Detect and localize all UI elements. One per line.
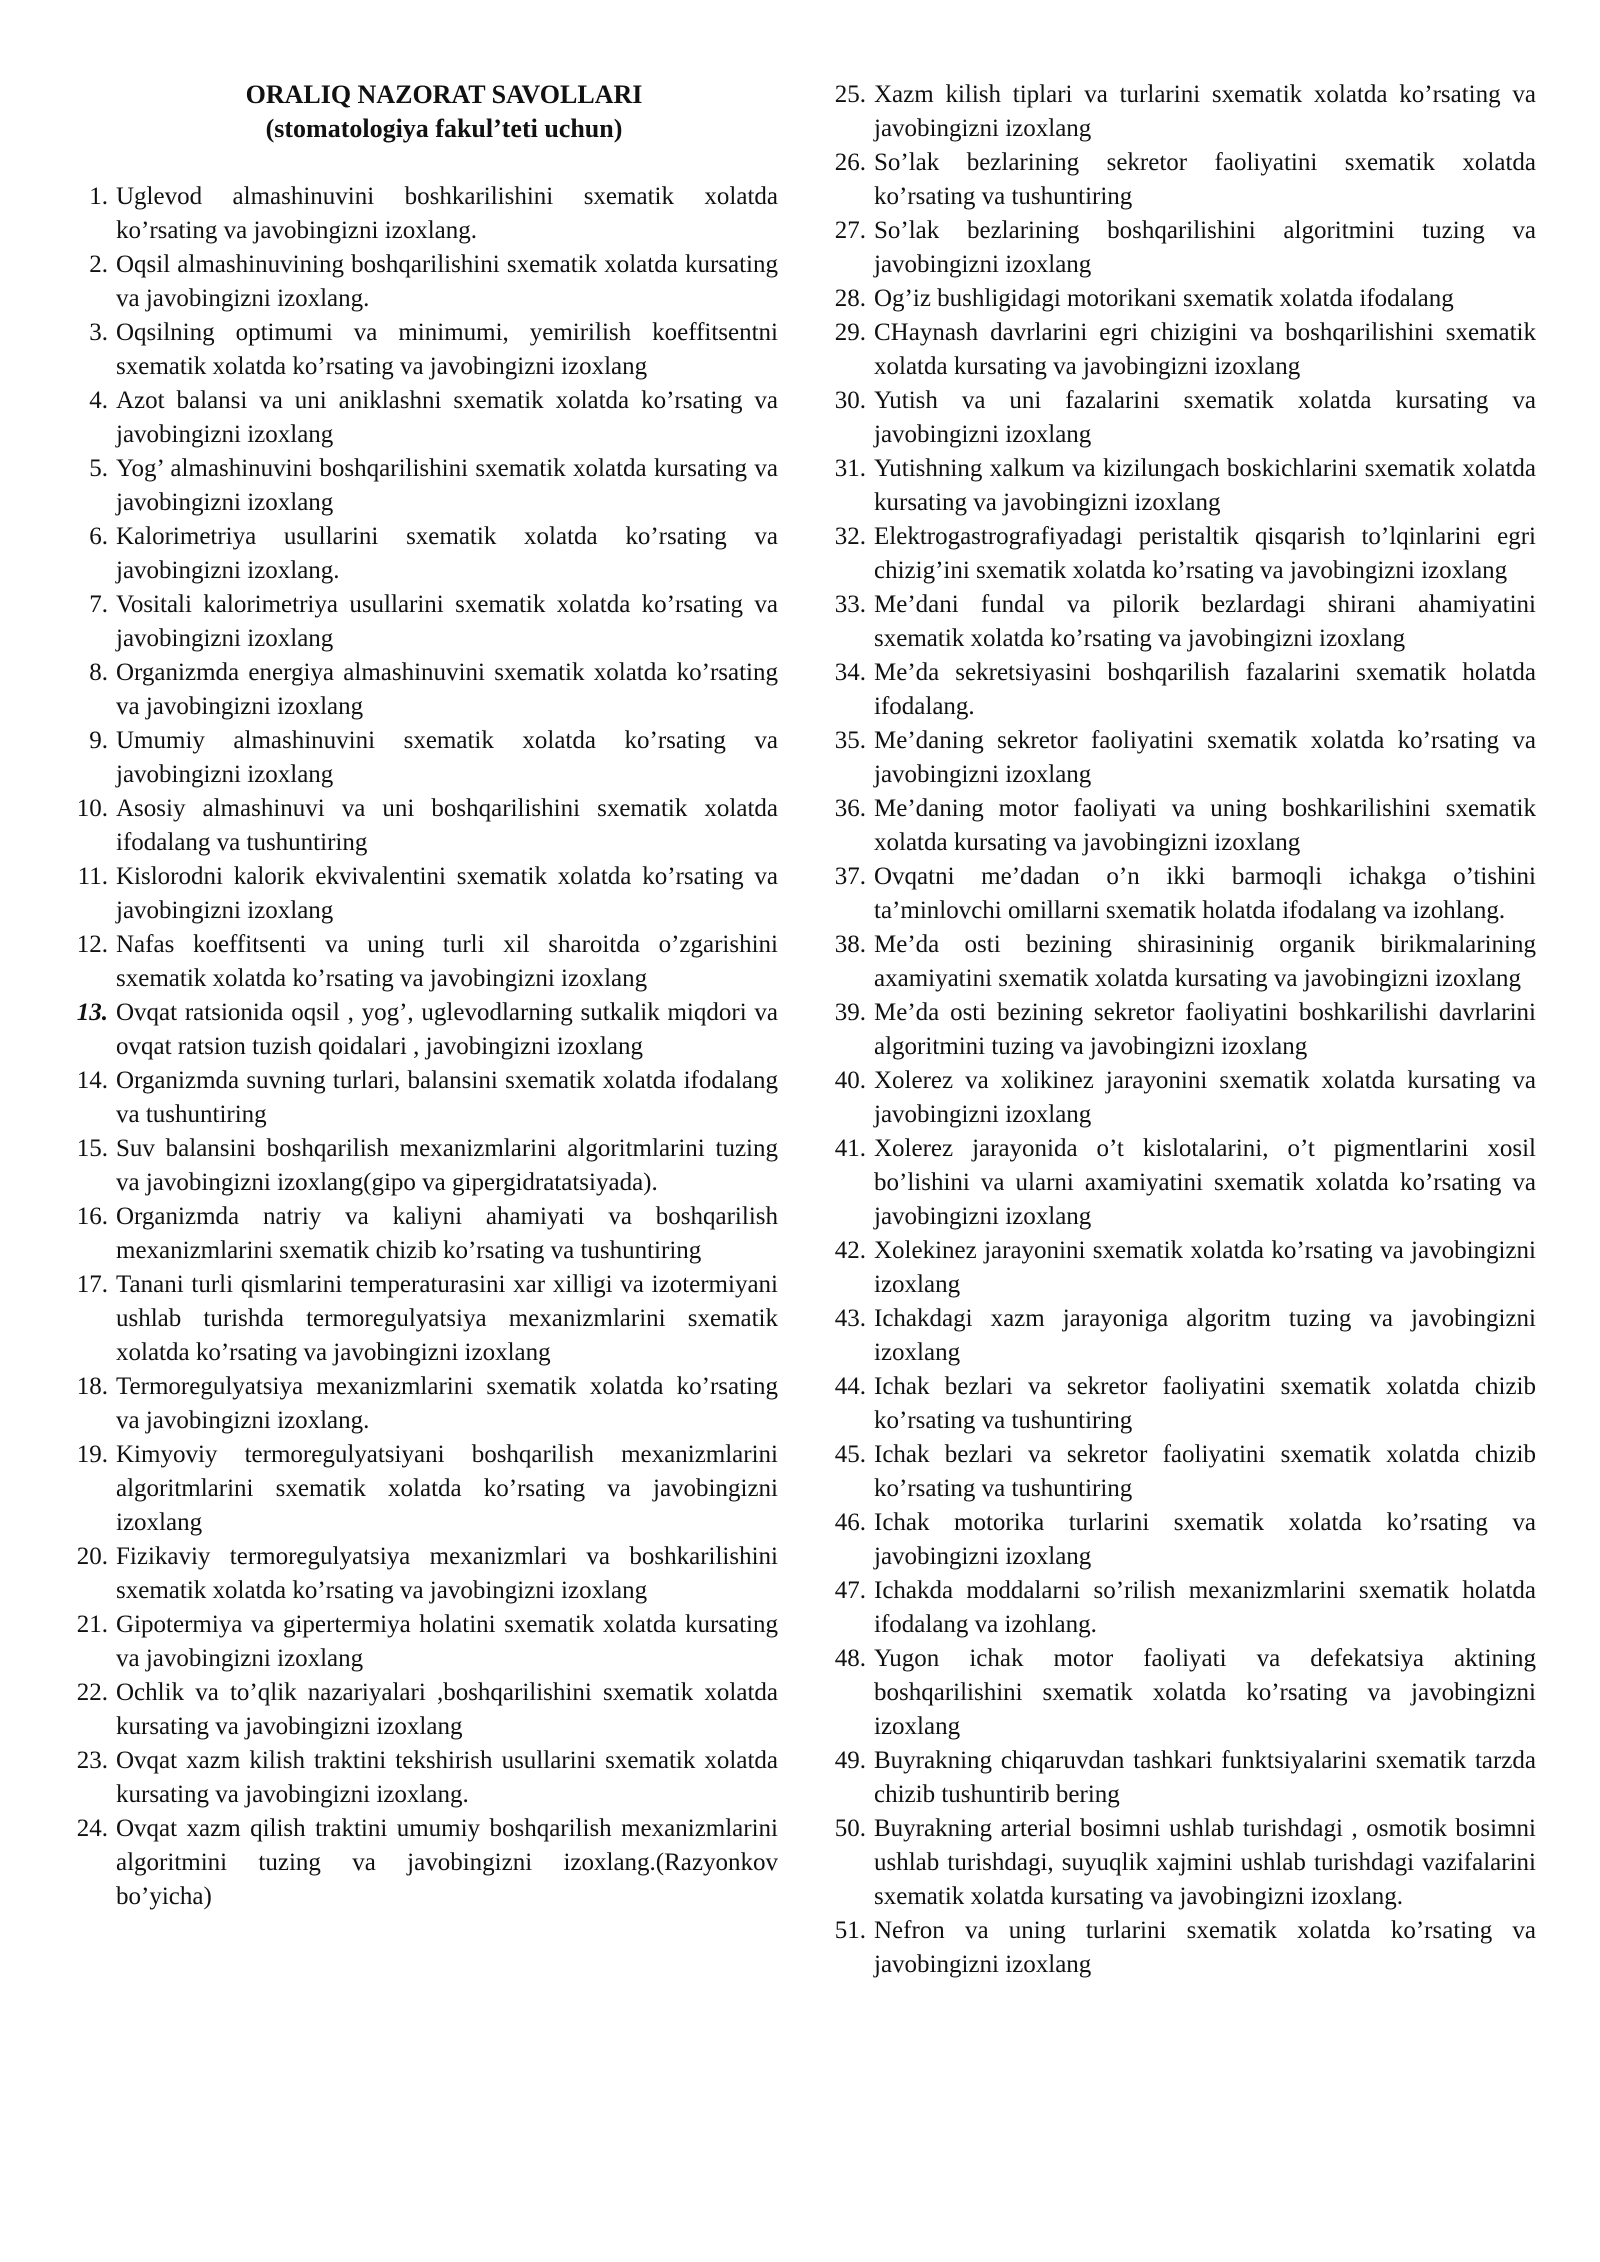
item-text: Buyrakning arterial bosimni ushlab turishdagi , osmotik bosimni ushlab turishdagi, suyuqlik xajmini ushlab turishdagi vazifalarini sxematik xolatda kursating va javobingizni izoxlang.: [874, 1815, 1536, 1910]
item-text: Ichak bezlari va sekretor faoliyatini sxematik xolatda chizib ko’rsating va tushuntiring: [874, 1441, 1536, 1502]
item-text: Og’iz bushligidagi motorikani sxematik xolatda ifodalang: [874, 285, 1454, 312]
question-list-left: [62, 180, 778, 1914]
item-number: 13.: [76, 999, 108, 1026]
item-number: 50.: [834, 1815, 866, 1842]
item-text: Ovqatni me’dadan o’n ikki barmoqli ichakga o’tishini ta’minlovchi omillarni sxematik holatda ifodalang va izohlang.: [874, 863, 1536, 924]
list-item: [820, 1438, 1536, 1506]
list-item: [62, 724, 778, 792]
list-item: [820, 1064, 1536, 1132]
item-text: So’lak bezlarining boshqarilishini algoritmini tuzing va javobingizni izoxlang: [874, 217, 1536, 278]
page-subtitle: (stomatologiya fakul’teti uchun): [265, 114, 623, 143]
page-title: ORALIQ NAZORAT SAVOLLARI: [245, 80, 643, 109]
list-item: [62, 656, 778, 724]
item-number: 34.: [834, 659, 866, 686]
list-item: [820, 656, 1536, 724]
list-item: [62, 928, 778, 996]
list-item: [62, 996, 778, 1064]
item-text: Nafas koeffitsenti va uning turli xil sharoitda o’zgarishini sxematik xolatda ko’rsating va javobingizni izoxlang: [116, 931, 778, 992]
item-text: Termoregulyatsiya mexanizmlarini sxematik xolatda ko’rsating va javobingizni izoxlang.: [116, 1373, 778, 1434]
item-number: 21.: [76, 1611, 108, 1638]
list-item: [820, 1812, 1536, 1914]
item-number: 11.: [77, 863, 108, 890]
item-text: Ovqat xazm qilish traktini umumiy boshqarilish mexanizmlarini algoritmini tuzing va javobingizni izoxlang.(Razyonkov bo’yicha): [116, 1815, 778, 1910]
list-item: [62, 520, 778, 588]
list-item: [820, 1574, 1536, 1642]
item-text: Buyrakning chiqaruvdan tashkari funktsiyalarini sxematik tarzda chizib tushuntirib bering: [874, 1747, 1536, 1808]
list-item: [62, 1200, 778, 1268]
list-item: [62, 452, 778, 520]
item-number: 42.: [834, 1237, 866, 1264]
list-item: [62, 1744, 778, 1812]
list-item: [820, 1370, 1536, 1438]
item-number: 40.: [834, 1067, 866, 1094]
list-item: [820, 792, 1536, 860]
item-text: Kislorodni kalorik ekvivalentini sxematik xolatda ko’rsating va javobingizni izoxlang: [116, 863, 778, 924]
item-number: 39.: [834, 999, 866, 1026]
item-number: 28.: [834, 285, 866, 312]
list-item: [820, 1642, 1536, 1744]
item-number: 33.: [834, 591, 866, 618]
item-number: 15.: [76, 1135, 108, 1162]
list-item: [62, 384, 778, 452]
item-number: 14.: [76, 1067, 108, 1094]
list-item: [820, 214, 1536, 282]
item-number: 43.: [834, 1305, 866, 1332]
item-text: Azot balansi va uni aniklashni sxematik xolatda ko’rsating va javobingizni izoxlang: [116, 387, 778, 448]
item-number: 8.: [89, 659, 108, 686]
list-item: [820, 1744, 1536, 1812]
list-item: [62, 1608, 778, 1676]
item-text: Xolekinez jarayonini sxematik xolatda ko’rsating va javobingizni izoxlang: [874, 1237, 1536, 1298]
item-text: Me’dani fundal va pilorik bezlardagi shirani ahamiyatini sxematik xolatda ko’rsating va javobingizni izoxlang: [874, 591, 1536, 652]
item-text: Uglevod almashinuvini boshkarilishini sxematik xolatda ko’rsating va javobingizni izoxlang.: [116, 183, 778, 244]
item-text: Organizmda natriy va kaliyni ahamiyati va boshqarilish mexanizmlarini sxematik chizib ko’rsating va tushuntiring: [116, 1203, 778, 1264]
item-text: Kalorimetriya usullarini sxematik xolatda ko’rsating va javobingizni izoxlang.: [116, 523, 778, 584]
list-item: [820, 520, 1536, 588]
list-item: [62, 248, 778, 316]
item-number: 44.: [834, 1373, 866, 1400]
item-text: Ovqat xazm kilish traktini tekshirish usullarini sxematik xolatda kursating va javobingizni izoxlang.: [116, 1747, 778, 1808]
item-text: Tanani turli qismlarini temperaturasini xar xilligi va izotermiyani ushlab turishda termoregulyatsiya mexanizmlarini sxematik xolatda ko’rsating va javobingizni izoxlang: [116, 1271, 778, 1366]
item-text: Yutish va uni fazalarini sxematik xolatda kursating va javobingizni izoxlang: [874, 387, 1536, 448]
right-column: [820, 78, 1536, 1982]
item-number: 4.: [89, 387, 108, 414]
item-number: 47.: [834, 1577, 866, 1604]
item-number: 32.: [834, 523, 866, 550]
item-number: 12.: [76, 931, 108, 958]
list-item: [62, 1064, 778, 1132]
item-text: Yog’ almashinuvini boshqarilishini sxematik xolatda kursating va javobingizni izoxlang: [116, 455, 778, 516]
left-column: [62, 78, 778, 1914]
item-text: Ovqat ratsionida oqsil , yog’, uglevodlarning sutkalik miqdori va ovqat ratsion tuzish qoidalari , javobingizni izoxlang: [116, 999, 778, 1060]
item-number: 5.: [89, 455, 108, 482]
item-number: 10.: [76, 795, 108, 822]
item-number: 2.: [89, 251, 108, 278]
item-text: Organizmda suvning turlari, balansini sxematik xolatda ifodalang va tushuntiring: [116, 1067, 778, 1128]
list-item: [820, 316, 1536, 384]
list-item: [62, 1370, 778, 1438]
item-number: 48.: [834, 1645, 866, 1672]
item-number: 36.: [834, 795, 866, 822]
item-text: Suv balansini boshqarilish mexanizmlarini algoritmlarini tuzing va javobingizni izoxlang(gipo va gipergidratatsiyada).: [116, 1135, 778, 1196]
list-item: [62, 588, 778, 656]
item-text: Me’da sekretsiyasini boshqarilish fazalarini sxematik holatda ifodalang.: [874, 659, 1536, 720]
item-number: 38.: [834, 931, 866, 958]
item-text: Ichakda moddalarni so’rilish mexanizmlarini sxematik holatda ifodalang va izohlang.: [874, 1577, 1536, 1638]
list-item: [820, 928, 1536, 996]
item-text: Me’daning sekretor faoliyatini sxematik xolatda ko’rsating va javobingizni izoxlang: [874, 727, 1536, 788]
item-number: 1.: [89, 183, 108, 210]
item-number: 45.: [834, 1441, 866, 1468]
item-text: Yutishning xalkum va kizilungach boskichlarini sxematik xolatda kursating va javobingizni izoxlang: [874, 455, 1536, 516]
item-number: 35.: [834, 727, 866, 754]
item-number: 25.: [834, 81, 866, 108]
item-text: Ichak bezlari va sekretor faoliyatini sxematik xolatda chizib ko’rsating va tushuntiring: [874, 1373, 1536, 1434]
list-item: [62, 1676, 778, 1744]
list-item: [820, 282, 1536, 316]
list-item: [820, 588, 1536, 656]
item-text: CHaynash davrlarini egri chizigini va boshqarilishini sxematik xolatda kursating va javobingizni izoxlang: [874, 319, 1536, 380]
item-number: 16.: [76, 1203, 108, 1230]
item-text: Gipotermiya va gipertermiya holatini sxematik xolatda kursating va javobingizni izoxlang: [116, 1611, 778, 1672]
item-number: 7.: [89, 591, 108, 618]
list-item: [62, 792, 778, 860]
item-number: 17.: [76, 1271, 108, 1298]
item-number: 41.: [834, 1135, 866, 1162]
item-text: Asosiy almashinuvi va uni boshqarilishini sxematik xolatda ifodalang va tushuntiring: [116, 795, 778, 856]
item-number: 6.: [89, 523, 108, 550]
item-number: 30.: [834, 387, 866, 414]
item-number: 46.: [834, 1509, 866, 1536]
item-number: 20.: [76, 1543, 108, 1570]
list-item: [820, 1302, 1536, 1370]
item-number: 27.: [834, 217, 866, 244]
list-item: [62, 1268, 778, 1370]
item-text: Kimyoviy termoregulyatsiyani boshqarilish mexanizmlarini algoritmlarini sxematik xolatda ko’rsating va javobingizni izoxlang: [116, 1441, 778, 1536]
item-text: Nefron va uning turlarini sxematik xolatda ko’rsating va javobingizni izoxlang: [874, 1917, 1536, 1978]
item-number: 18.: [76, 1373, 108, 1400]
item-text: So’lak bezlarining sekretor faoliyatini sxematik xolatda ko’rsating va tushuntiring: [874, 149, 1536, 210]
item-number: 3.: [89, 319, 108, 346]
item-number: 26.: [834, 149, 866, 176]
item-text: Vositali kalorimetriya usullarini sxematik xolatda ko’rsating va javobingizni izoxlang: [116, 591, 778, 652]
item-number: 31.: [834, 455, 866, 482]
list-item: [62, 1812, 778, 1914]
item-text: Xolerez va xolikinez jarayonini sxematik xolatda kursating va javobingizni izoxlang: [874, 1067, 1536, 1128]
list-item: [820, 384, 1536, 452]
list-item: [62, 1540, 778, 1608]
list-item: [820, 860, 1536, 928]
item-number: 19.: [76, 1441, 108, 1468]
item-text: Oqsil almashinuvining boshqarilishini sxematik xolatda kursating va javobingizni izoxlang.: [116, 251, 778, 312]
list-item: [62, 1438, 778, 1540]
item-text: Ochlik va to’qlik nazariyalari ,boshqarilishini sxematik xolatda kursating va javobingizni izoxlang: [116, 1679, 778, 1740]
item-text: Oqsilning optimumi va minimumi, yemirilish koeffitsentni sxematik xolatda ko’rsating va javobingizni izoxlang: [116, 319, 778, 380]
item-number: 51.: [834, 1917, 866, 1944]
list-item: [820, 1132, 1536, 1234]
item-number: 49.: [834, 1747, 866, 1774]
list-item: [62, 316, 778, 384]
list-item: [820, 724, 1536, 792]
item-number: 22.: [76, 1679, 108, 1706]
list-item: [820, 1234, 1536, 1302]
item-text: Ichakdagi xazm jarayoniga algoritm tuzing va javobingizni izoxlang: [874, 1305, 1536, 1366]
list-item: [820, 1914, 1536, 1982]
list-item: [820, 146, 1536, 214]
list-item: [820, 1506, 1536, 1574]
item-text: Me’daning motor faoliyati va uning boshkarilishini sxematik xolatda kursating va javobingizni izoxlang: [874, 795, 1536, 856]
item-text: Fizikaviy termoregulyatsiya mexanizmlari va boshkarilishini sxematik xolatda ko’rsating va javobingizni izoxlang: [116, 1543, 778, 1604]
item-number: 29.: [834, 319, 866, 346]
list-item: [820, 996, 1536, 1064]
list-item: [62, 860, 778, 928]
item-text: Organizmda energiya almashinuvini sxematik xolatda ko’rsating va javobingizni izoxlang: [116, 659, 778, 720]
item-text: Xolerez jarayonida o’t kislotalarini, o’t pigmentlarini xosil bo’lishini va ularni axamiyatini sxematik xolatda ko’rsating va javobingizni izoxlang: [874, 1135, 1536, 1230]
item-text: Xazm kilish tiplari va turlarini sxematik xolatda ko’rsating va javobingizni izoxlang: [874, 81, 1536, 142]
item-number: 9.: [89, 727, 108, 754]
list-item: [62, 180, 778, 248]
item-number: 24.: [76, 1815, 108, 1842]
list-item: [820, 78, 1536, 146]
item-number: 23.: [76, 1747, 108, 1774]
item-text: Elektrogastrografiyadagi peristaltik qisqarish to’lqinlarini egri chizig’ini sxematik xolatda ko’rsating va javobingizni izoxlang: [874, 523, 1536, 584]
item-text: Me’da osti bezining shirasininig organik birikmalarining axamiyatini sxematik xolatda kursating va javobingizni izoxlang: [874, 931, 1536, 992]
question-list-right: [820, 78, 1536, 1982]
item-text: Yugon ichak motor faoliyati va defekatsiya aktining boshqarilishini sxematik xolatda ko’rsating va javobingizni izoxlang: [874, 1645, 1536, 1740]
list-item: [820, 452, 1536, 520]
item-text: Umumiy almashinuvini sxematik xolatda ko’rsating va javobingizni izoxlang: [116, 727, 778, 788]
item-text: Ichak motorika turlarini sxematik xolatda ko’rsating va javobingizni izoxlang: [874, 1509, 1536, 1570]
item-number: 37.: [834, 863, 866, 890]
list-item: [62, 1132, 778, 1200]
item-text: Me’da osti bezining sekretor faoliyatini boshkarilishi davrlarini algoritmini tuzing va javobingizni izoxlang: [874, 999, 1536, 1060]
